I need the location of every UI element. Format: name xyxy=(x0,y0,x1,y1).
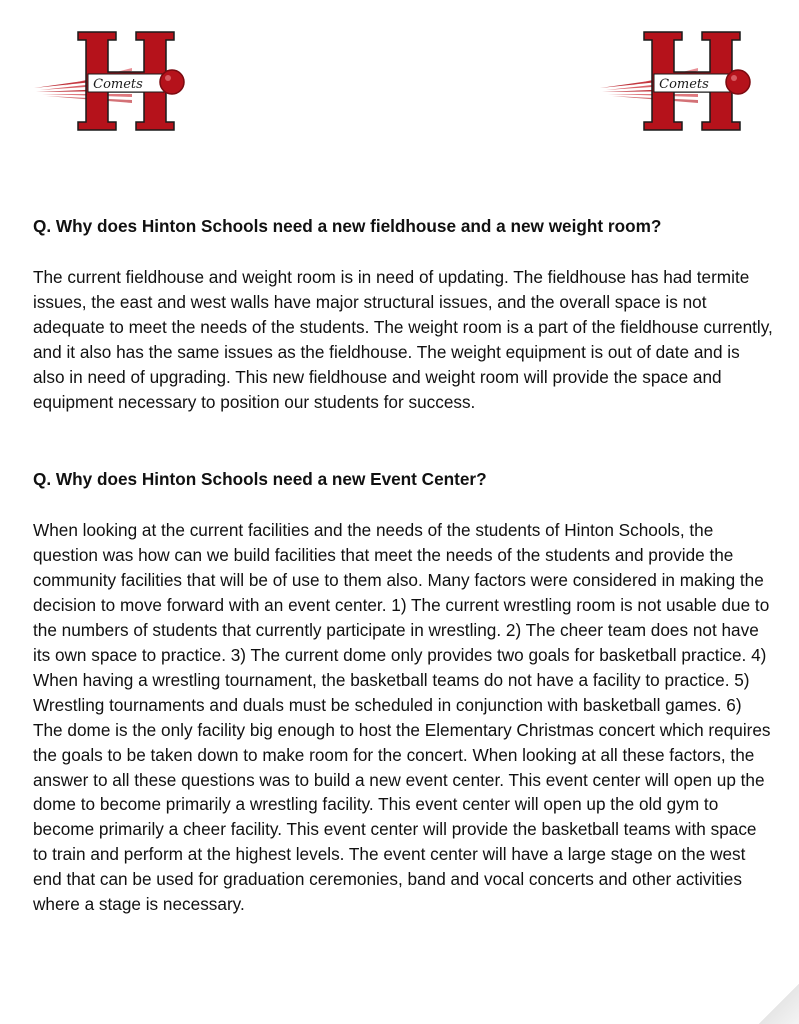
faq-question-event-center: Q. Why does Hinton Schools need a new Event Center? xyxy=(33,469,487,490)
comet-ball xyxy=(160,70,184,94)
comet-h-logo-icon xyxy=(32,28,192,136)
logo-script-text: Comets xyxy=(659,77,709,92)
hinton-comets-logo-right xyxy=(598,28,758,136)
logo-script-text: Comets xyxy=(93,77,143,92)
faq-content xyxy=(33,210,773,917)
faq-question-fieldhouse: Q. Why does Hinton Schools need a new fieldhouse and a new weight room? xyxy=(33,216,662,236)
comet-h-logo-icon xyxy=(598,28,758,136)
comet-ball xyxy=(726,70,750,94)
faq-answer-event-center: When looking at the current facilities and the needs of the students of Hinton Schools, the question was how can we build facilities that meet the needs of the students and provide the community facilities that will be of use to them also. Many factors were considered in making the decision to move forward with an event center. 1) The current wrestling room is not usable due to the numbers of students that currently participate in wrestling. 2) The cheer team does not have its own space to practice. 3) The current dome only provides two goals for basketball practice. 4) When having a wrestling tournament, the basketball teams do not have a facility to practice. 5) Wrestling tournaments and duals must be scheduled in conjunction with basketball games. 6) The dome is the only facility big enough to host the Elementary Christmas concert which requires the goals to be taken down to make room for the concert. When looking at all these factors, the answer to all these questions was to build a new event center. This event center will open up the dome to become primarily a wrestling facility. This event center will open up the old gym to become primarily a cheer facility. This event center will provide the basketball teams with space to train and perform at the highest levels. The event center will have a large stage on the west end that can be used for graduation ceremonies, band and vocal concerts and other activities where a stage is necessary. xyxy=(33,520,771,915)
page-curl xyxy=(759,984,799,1024)
hinton-comets-logo-left xyxy=(32,28,192,136)
faq-answer-fieldhouse: The current fieldhouse and weight room is in need of updating. The fieldhouse has had termite issues, the east and west walls have major structural issues, and the overall space is not adequate to meet the needs of the students. The weight room is a part of the fieldhouse currently, and it also has the same issues as the fieldhouse. The weight equipment is out of date and is also in need of upgrading. This new fieldhouse and weight room will provide the space and equipment necessary to position our students for success. xyxy=(33,267,773,412)
